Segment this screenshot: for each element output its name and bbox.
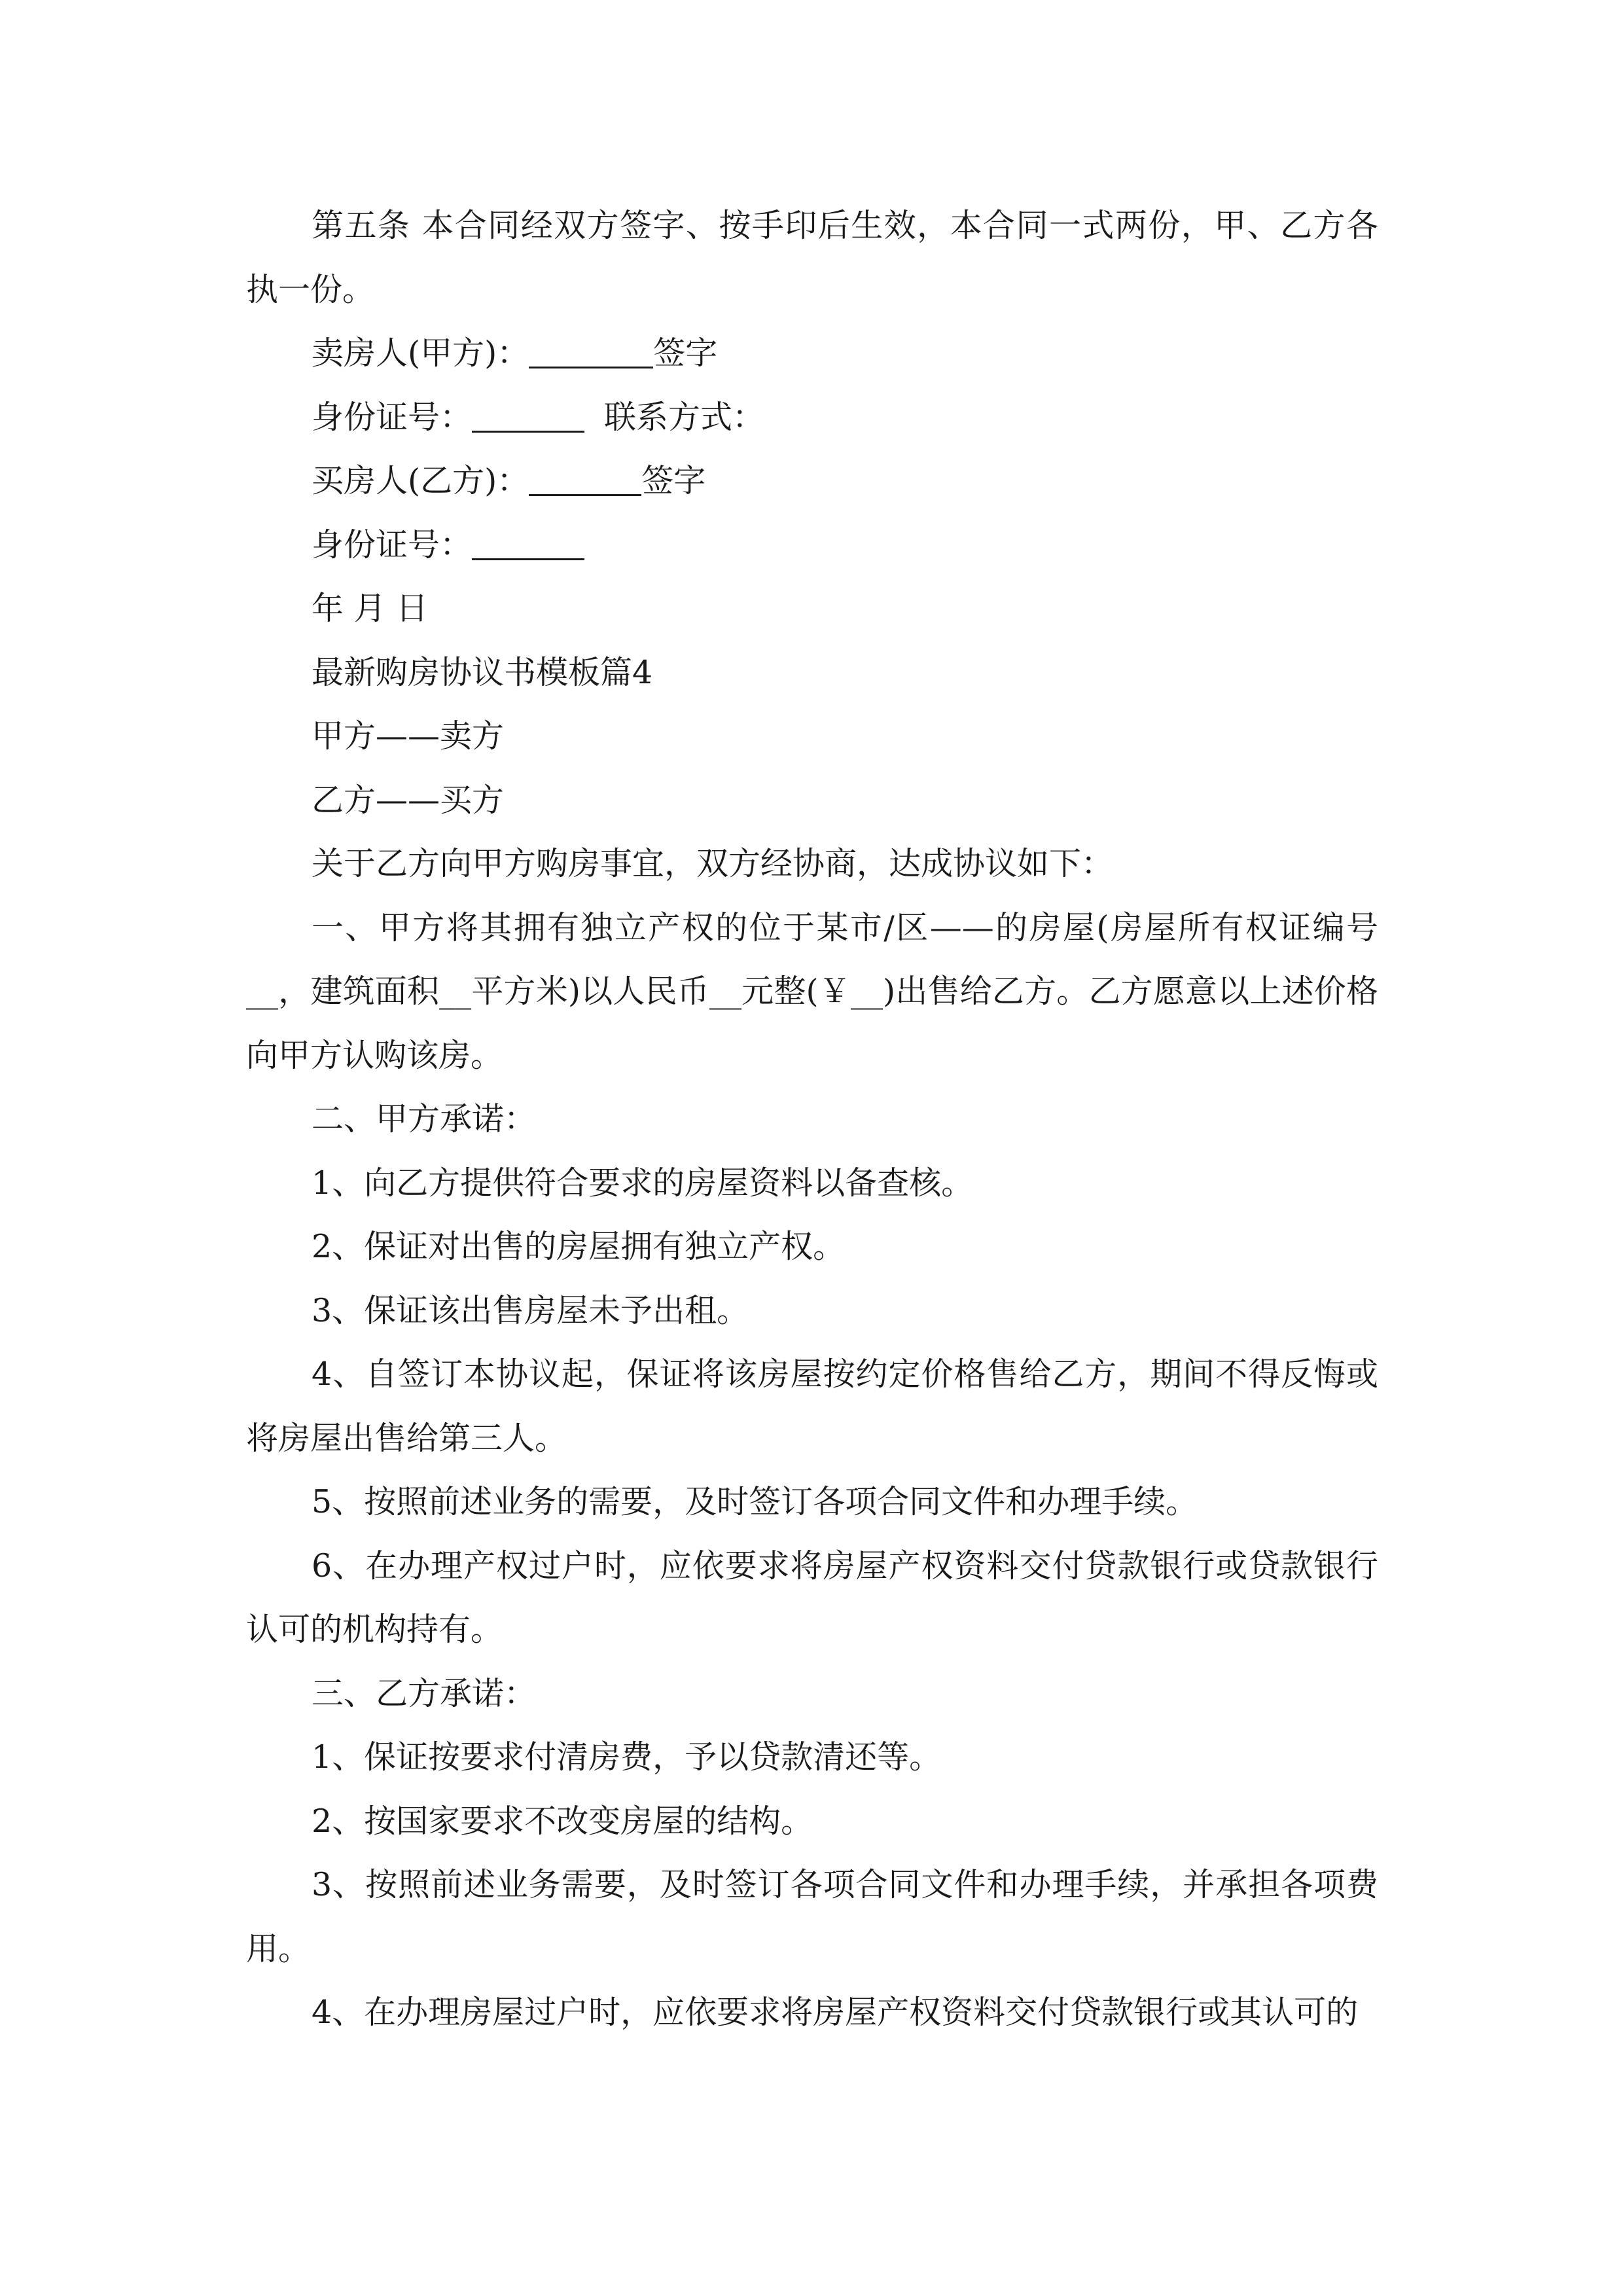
seller-sign-text: 签字	[653, 334, 718, 372]
buyer-promise-2: 2、按国家要求不改变房屋的结构。	[312, 1802, 813, 1840]
buyer-label: 买房人(乙方)：	[312, 462, 529, 499]
buyer-line	[246, 449, 1378, 513]
id-label: 身份证号：	[312, 526, 473, 564]
buyer-promise-4: 4、在办理房屋过户时，应依要求将房屋产权资料交付贷款银行或其认可的	[312, 1994, 1359, 2031]
seller-signature-blank	[529, 334, 653, 368]
seller-label: 卖房人(甲方)：	[312, 334, 529, 372]
buyer-promise-3: 3、按照前述业务需要，及时签订各项合同文件和办理手续，并承担各项费用。	[246, 1866, 1378, 1967]
seller-promise-4: 4、自签订本协议起，保证将该房屋按约定价格售给乙方，期间不得反悔或将房屋出售给第三人。	[246, 1355, 1378, 1457]
seller-promise-1: 1、向乙方提供符合要求的房屋资料以备查核。	[312, 1164, 974, 1202]
buyer-promise-1: 1、保证按要求付清房费，予以贷款清还等。	[312, 1738, 942, 1776]
date-line: 年 月 日	[312, 590, 429, 627]
document-body	[246, 194, 1378, 2045]
seller-promise-3: 3、保证该出售房屋未予出租。	[312, 1291, 749, 1329]
id-blank	[472, 399, 584, 433]
buyer-sign-text: 签字	[641, 462, 706, 499]
seller-line	[246, 321, 1378, 386]
contact-label: 联系方式：	[604, 398, 765, 436]
party-a: 甲方——卖方	[312, 717, 505, 755]
section-title: 最新购房协议书模板篇4	[312, 653, 653, 691]
buyer-signature-blank	[529, 462, 641, 496]
id-blank	[472, 526, 584, 560]
section-two-heading: 二、甲方承诺：	[312, 1100, 537, 1138]
party-b: 乙方——买方	[312, 781, 505, 819]
intro-paragraph: 关于乙方向甲方购房事宜，双方经协商，达成协议如下：	[312, 845, 1114, 882]
seller-promise-6: 6、在办理产权过户时，应依要求将房屋产权资料交付贷款银行或贷款银行认可的机构持有。	[246, 1547, 1378, 1648]
clause-five: 第五条 本合同经双方签字、按手印后生效，本合同一式两份，甲、乙方各执一份。	[246, 207, 1378, 308]
seller-promise-2: 2、保证对出售的房屋拥有独立产权。	[312, 1228, 846, 1265]
item-one: 一、甲方将其拥有独立产权的位于某市/区——的房屋(房屋所有权证编号__，建筑面积__平方米)以人民币__元整(￥__)出售给乙方。乙方愿意以上述价格向甲方认购该房。	[246, 908, 1378, 1074]
section-three-heading: 三、乙方承诺：	[312, 1674, 537, 1712]
buyer-id-line	[246, 513, 1378, 577]
seller-id-line	[246, 386, 1378, 450]
id-label: 身份证号：	[312, 398, 473, 436]
seller-promise-5: 5、按照前述业务的需要，及时签订各项合同文件和办理手续。	[312, 1483, 1198, 1520]
